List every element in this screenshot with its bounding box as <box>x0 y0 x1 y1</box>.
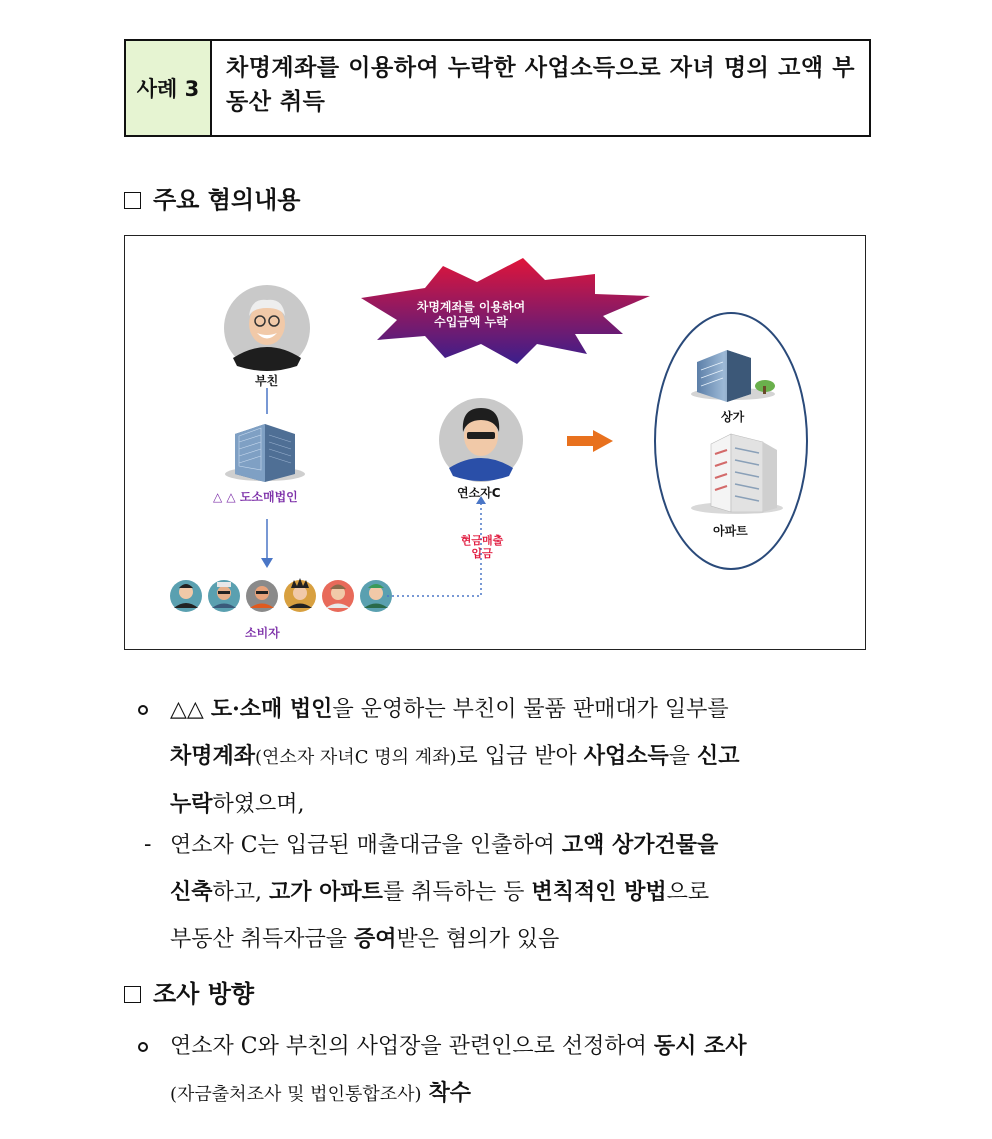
burst-text: 차명계좌를 이용하여 수입금액 누락 <box>416 300 526 329</box>
consumer-avatar-icon <box>208 580 240 612</box>
consumer-avatar-icon <box>170 580 202 612</box>
consumer-avatar-icon <box>246 580 278 612</box>
father-label: 부친 <box>255 374 279 388</box>
section-heading-allegation: 주요 혐의내용 <box>124 180 300 215</box>
father-avatar-icon <box>224 285 310 371</box>
minor-label: 연소자C <box>457 486 501 500</box>
arrow-right-icon <box>567 430 613 452</box>
section-heading-direction: 조사 방향 <box>124 974 254 1009</box>
checkbox-square-icon <box>124 986 141 1003</box>
store-building-icon <box>691 350 775 402</box>
scheme-diagram <box>124 235 866 650</box>
minor-avatar-icon <box>439 398 523 482</box>
company-label: △ △ 도소매법인 <box>213 490 298 504</box>
consumer-label: 소비자 <box>245 626 280 640</box>
store-label: 상가 <box>721 410 745 424</box>
case-label: 사례 3 <box>126 41 212 135</box>
circle-bullet-icon <box>138 1042 148 1052</box>
paragraph-allegation-2: 연소자 C는 입금된 매출대금을 인출하여 고액 상가건물을 신축하고, 고가 아파트를 취득하는 등 변칙적인 방법으로 부동산 취득자금을 증여받은 혐의가 있음 <box>170 832 719 952</box>
dash-marker: - <box>144 832 152 857</box>
apartment-icon <box>691 434 783 514</box>
arrow-down-icon <box>261 558 273 568</box>
checkbox-square-icon <box>124 192 141 209</box>
paragraph-allegation-1: △△ 도·소매 법인을 운영하는 부친이 물품 판매대가 일부를 차명계좌(연소자 자녀C 명의 계좌)로 입금 받아 사업소득을 신고 누락하였으며, <box>170 696 740 817</box>
circle-bullet-icon <box>138 705 148 715</box>
consumer-avatar-icon <box>322 580 354 612</box>
paragraph-direction: 연소자 C와 부친의 사업장을 관련인으로 선정하여 동시 조사 (자금출처조사 및 법인통합조사) 착수 <box>170 1033 747 1106</box>
case-header-box <box>124 39 871 137</box>
apartment-label: 아파트 <box>713 524 748 538</box>
building-icon <box>225 424 305 482</box>
case-title: 차명계좌를 이용하여 누락한 사업소득으로 자녀 명의 고액 부동산 취득 <box>226 55 855 115</box>
diagram-graphics <box>125 236 867 651</box>
consumer-avatars <box>170 578 392 612</box>
cash-deposit-label: 현금매출 입금 <box>460 534 504 560</box>
consumer-avatar-icon <box>284 578 316 612</box>
